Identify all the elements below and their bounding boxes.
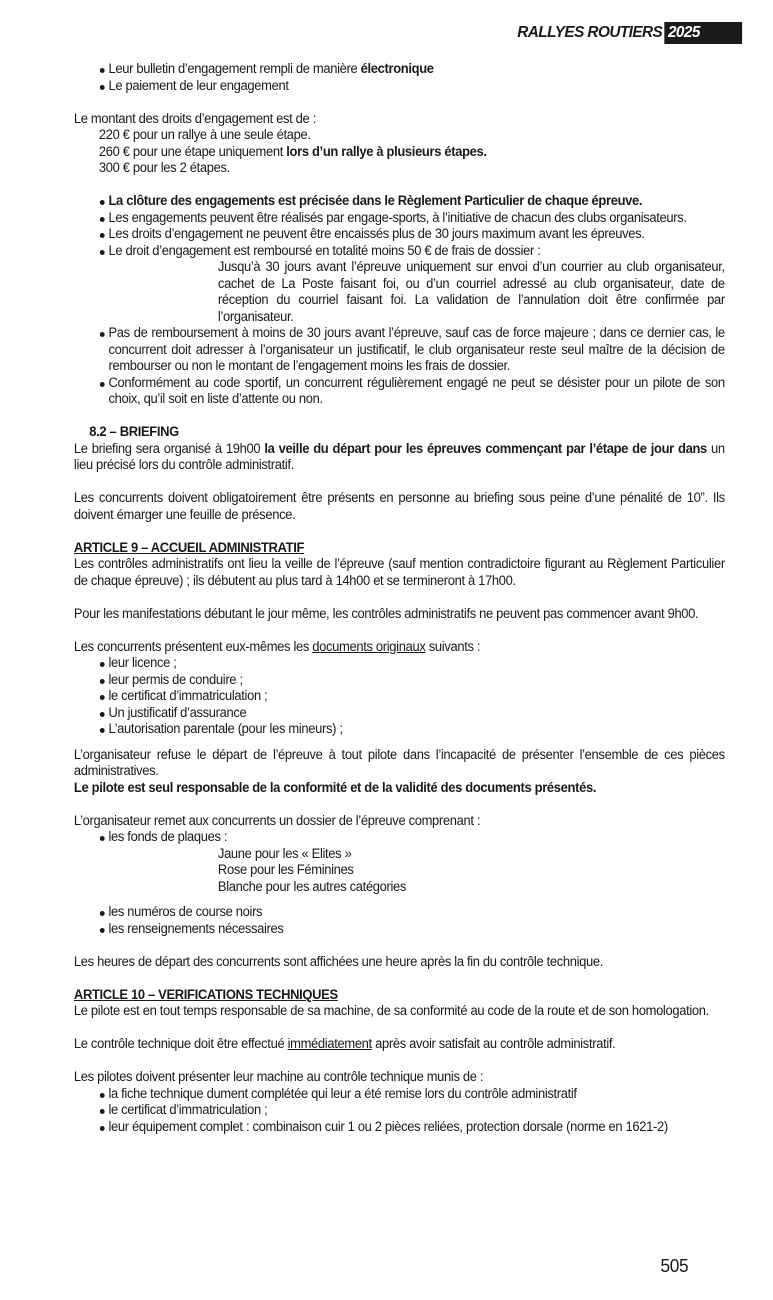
paragraph: Les concurrents doivent obligatoirement être présents en personne au briefing sous peine d’une pénalité de 10”. Ils doivent émarger une feuille de présence.	[73, 490, 725, 522]
fee-line: 260 € pour une étape uniquement lors d’un rallye à plusieurs étapes.	[98, 143, 487, 159]
paragraph: Le briefing sera organisé à 19h00 la veille du départ pour les épreuves commençant par l’étape de jour dans un lieu précisé lors du contrôle administratif.	[73, 440, 725, 472]
header-year: 2025	[664, 22, 742, 44]
paragraph: Le pilote est seul responsable de la conformité et de la validité des documents présentés.	[73, 779, 597, 795]
fee-line: 300 € pour les 2 étapes.	[98, 160, 230, 175]
list-item: le certificat d’immatriculation ;	[97, 1102, 725, 1119]
paragraph: Pour les manifestations débutant le jour même, les contrôles administratifs ne peuvent pas commencer avant 9h00.	[73, 605, 699, 621]
list-item: le certificat d’immatriculation ;	[97, 688, 725, 705]
plate-color: Blanche pour les autres catégories	[217, 878, 407, 894]
list-item: les numéros de course noirs	[97, 904, 725, 921]
list-item: Leur bulletin d’engagement rempli de manière électronique	[97, 61, 725, 78]
list-item: L’autorisation parentale (pour les mineurs) ;	[97, 721, 725, 738]
paragraph: Le pilote est en tout temps responsable de sa machine, de sa conformité au code de la route et de son homologation.	[73, 1003, 709, 1018]
paragraph: Les contrôles administratifs ont lieu la veille de l’épreuve (sauf mention contradictoire figurant au Règlement Particulier de chaque épreuve) ; ils débutent au plus tard à 14h00 et se termineront à 17h00.	[73, 556, 725, 588]
list-item: Pas de remboursement à moins de 30 jours avant l’épreuve, sauf cas de force majeure ; dans ce dernier cas, le concurrent doit adresser à l’organisateur un justificatif, le club organisateur reste seul maître de la décision de rembourser ou non le montant de l’engagement moins les frais de dossier.	[97, 325, 725, 375]
list-item: La clôture des engagements est précisée dans le Règlement Particulier de chaque épreuve.	[97, 193, 725, 210]
plate-color: Rose pour les Féminines	[217, 862, 354, 877]
list-item: leur licence ;	[97, 655, 725, 672]
list-item: les renseignements nécessaires	[97, 921, 725, 938]
paragraph: Les concurrents présentent eux-mêmes les documents originaux suivants :	[73, 638, 481, 654]
paragraph: L’organisateur remet aux concurrents un dossier de l’épreuve comprenant :	[73, 812, 481, 828]
running-header	[517, 22, 742, 44]
section-heading: 8.2 – BRIEFING	[89, 424, 179, 439]
article-heading: ARTICLE 10 – VERIFICATIONS TECHNIQUES	[73, 986, 338, 1002]
list-item: Le paiement de leur engagement	[97, 78, 725, 95]
list-item: leur équipement complet : combinaison cuir 1 ou 2 pièces reliées, protection dorsale (norme en 1621-2)	[97, 1119, 725, 1136]
article-heading: ARTICLE 9 – ACCUEIL ADMINISTRATIF	[73, 539, 305, 555]
list-item: leur permis de conduire ;	[97, 672, 725, 689]
list-item: Conformément au code sportif, un concurrent régulièrement engagé ne peut se désister pour un pilote de son choix, qu’il soit en liste d’attente ou non.	[97, 375, 725, 408]
paragraph: Le contrôle technique doit être effectué immédiatement après avoir satisfait au contrôle administratif.	[73, 1036, 616, 1051]
list-item: Les droits d’engagement ne peuvent être encaissés plus de 30 jours maximum avant les épreuves.	[97, 226, 725, 243]
page-number: 505	[660, 1256, 689, 1276]
list-item: les fonds de plaques :	[97, 829, 725, 846]
document-body	[74, 61, 725, 1135]
fee-line: 220 € pour un rallye à une seule étape.	[98, 127, 311, 142]
paragraph: Les pilotes doivent présenter leur machine au contrôle technique munis de :	[73, 1069, 484, 1084]
list-item: la fiche technique dument complétée qui leur a été remise lors du contrôle administratif	[97, 1086, 725, 1103]
refund-detail: Jusqu’à 30 jours avant l’épreuve uniquement sur envoi d’un courrier au club organisateur, cachet de La Poste faisant foi, ou d’un courriel adressé au club organisateur, date de réception du courriel faisant foi. La validation de l’annulation doit être confirmée par l’organisateur.	[217, 259, 725, 324]
paragraph: L’organisateur refuse le départ de l’épreuve à tout pilote dans l’incapacité de présenter l’ensemble de ces pièces administratives.	[73, 746, 725, 778]
fees-intro: Le montant des droits d’engagement est de :	[73, 110, 316, 126]
plate-color: Jaune pour les « Elites »	[217, 845, 352, 861]
list-item: Le droit d’engagement est remboursé en totalité moins 50 € de frais de dossier :	[97, 243, 725, 260]
list-item: Un justificatif d’assurance	[97, 705, 725, 722]
header-title: RALLYES ROUTIERS	[517, 23, 663, 41]
list-item: Les engagements peuvent être réalisés par engage-sports, à l’initiative de chacun des clubs organisateurs.	[97, 210, 725, 227]
paragraph: Les heures de départ des concurrents sont affichées une heure après la fin du contrôle technique.	[73, 953, 604, 969]
